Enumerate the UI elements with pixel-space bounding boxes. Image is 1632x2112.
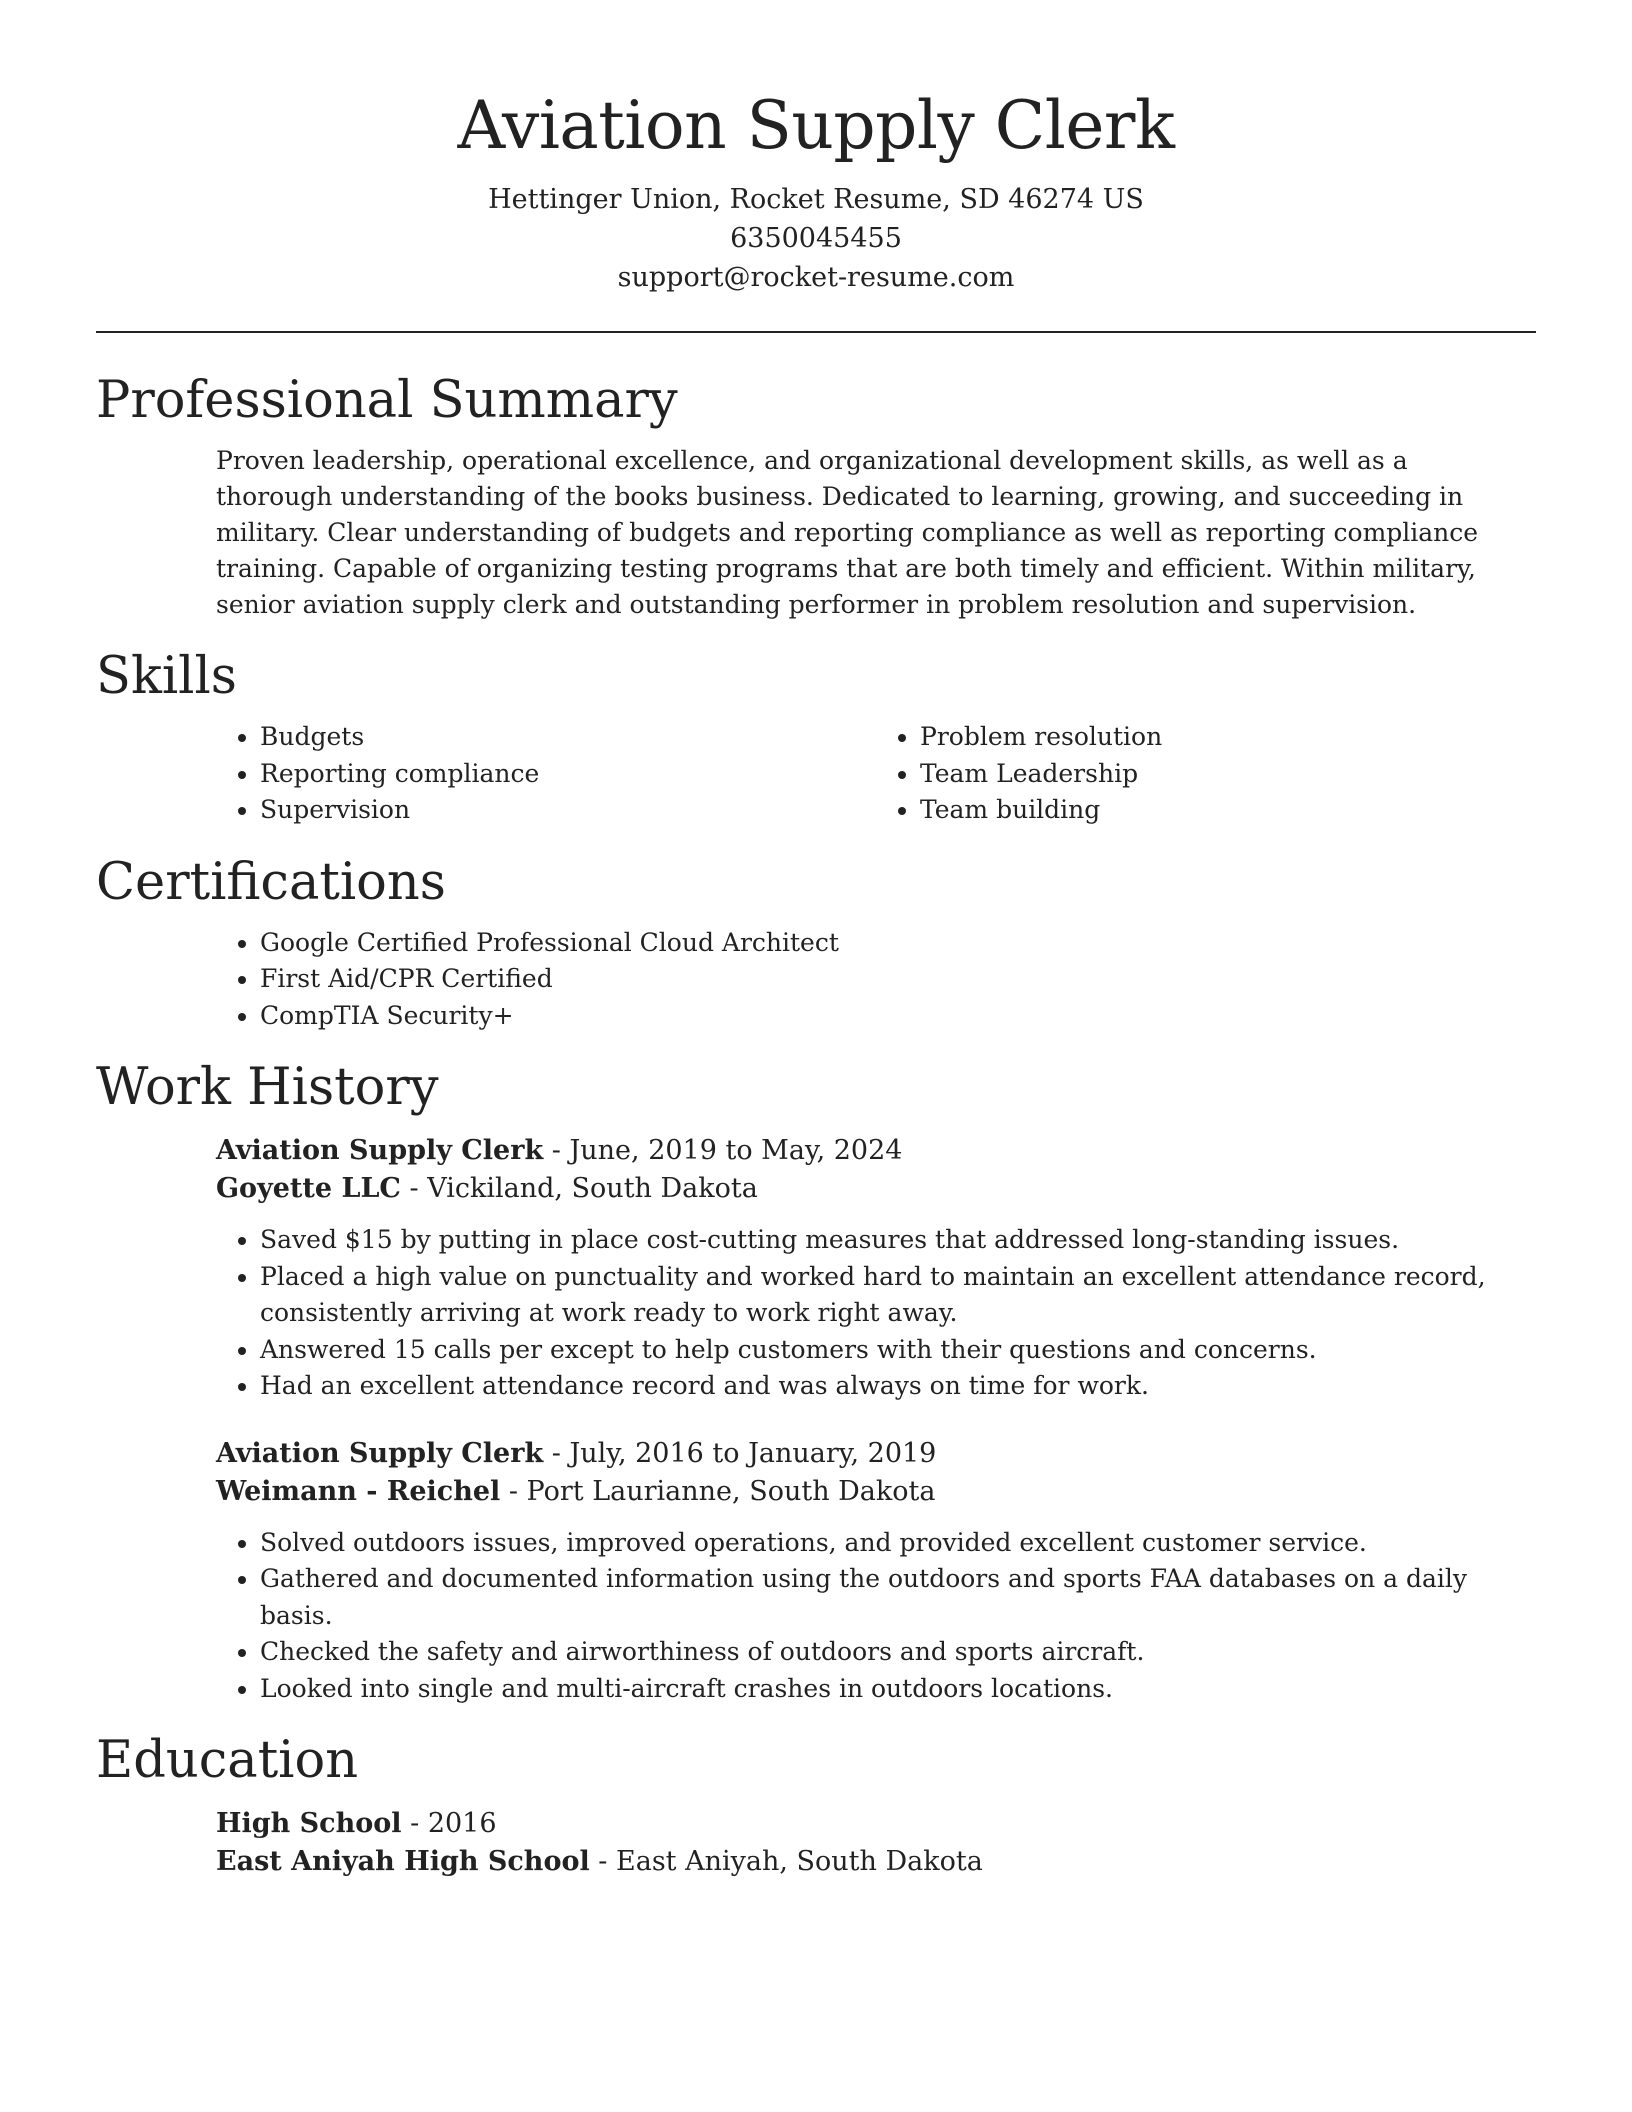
job-company: Goyette LLC — [216, 1173, 401, 1204]
summary-text: Proven leadership, operational excellence, and organizational development skills, as well as a thorough understanding of the books business. Dedicated to learning, growing, and succeeding in military. Clear understanding of budgets and reporting compliance as well as reporting compliance training. Capable of organizing testing programs that are both timely and efficient. Within military, senior aviation supply clerk and outstanding performer in problem resolution and supervision. — [216, 446, 1479, 619]
skills-list-right — [876, 719, 1536, 829]
job-dates: - July, 2016 to January, 2019 — [543, 1437, 937, 1469]
work-history-heading: Work History — [96, 1058, 439, 1117]
job-entry — [216, 1435, 1536, 1708]
contact-email: support@rocket-resume.com — [617, 262, 1015, 293]
job-title-line — [216, 1435, 1536, 1473]
job-company-line — [216, 1170, 1536, 1208]
skill-item: • Supervision — [260, 792, 876, 829]
education-year: - 2016 — [401, 1808, 497, 1839]
contact-phone: 6350045455 — [730, 223, 902, 254]
job-location: - Vickiland, South Dakota — [400, 1173, 758, 1204]
job-bullet: • Checked the safety and airworthiness of outdoors and sports aircraft. — [260, 1634, 1536, 1671]
job-company-line — [216, 1473, 1536, 1511]
job-bullets — [216, 1222, 1536, 1405]
skills-list-left — [216, 719, 876, 829]
job-role: Aviation Supply Clerk — [216, 1437, 544, 1469]
education-location: - East Aniyah, South Dakota — [589, 1846, 983, 1877]
resume-title: Aviation Supply Clerk — [457, 87, 1175, 164]
job-bullet: • Solved outdoors issues, improved operations, and provided excellent customer service. — [260, 1525, 1536, 1562]
education-degree: High School — [216, 1808, 402, 1839]
summary-heading: Professional Summary — [96, 371, 678, 430]
job-role: Aviation Supply Clerk — [216, 1135, 544, 1166]
job-title-line — [216, 1132, 1536, 1170]
skill-item: • Problem resolution — [920, 719, 1536, 756]
contact-address: Hettinger Union, Rocket Resume, SD 46274 US — [488, 184, 1144, 215]
certification-item: • First Aid/CPR Certified — [260, 961, 1536, 998]
job-bullet: • Gathered and documented information using the outdoors and sports FAA databases on a daily basis. — [260, 1561, 1536, 1634]
certification-item: • Google Certified Professional Cloud Architect — [260, 925, 1536, 962]
certifications-heading: Certifications — [96, 852, 446, 912]
job-bullet: • Looked into single and multi-aircraft crashes in outdoors locations. — [260, 1671, 1536, 1708]
job-bullets — [216, 1525, 1536, 1708]
job-bullet: • Had an excellent attendance record and was always on time for work. — [260, 1368, 1536, 1405]
skills-heading: Skills — [96, 647, 237, 706]
certifications-list — [216, 925, 1536, 1035]
education-entry — [216, 1805, 1536, 1881]
job-entry — [216, 1132, 1536, 1405]
contact-block — [96, 180, 1536, 297]
skills-grid — [216, 719, 1536, 829]
skill-item: • Team Leadership — [920, 756, 1536, 793]
header-divider — [96, 331, 1536, 333]
skill-item: • Reporting compliance — [260, 756, 876, 793]
skill-item: • Budgets — [260, 719, 876, 756]
certifications-block — [216, 925, 1536, 1035]
education-school: East Aniyah High School — [216, 1846, 590, 1877]
job-company: Weimann - Reichel — [216, 1475, 501, 1507]
job-location: - Port Laurianne, South Dakota — [500, 1475, 936, 1507]
job-dates: - June, 2019 to May, 2024 — [543, 1135, 903, 1166]
certification-item: • CompTIA Security+ — [260, 998, 1536, 1035]
education-heading: Education — [96, 1731, 359, 1790]
education-school-line — [216, 1843, 1536, 1881]
job-bullet: • Saved $15 by putting in place cost-cutting measures that addressed long-standing issues. — [260, 1222, 1536, 1259]
skill-item: • Team building — [920, 792, 1536, 829]
job-bullet: • Answered 15 calls per except to help customers with their questions and concerns. — [260, 1332, 1536, 1369]
job-bullet: • Placed a high value on punctuality and worked hard to maintain an excellent attendance record, consistently arriving at work ready to work right away. — [260, 1259, 1536, 1332]
education-degree-line — [216, 1805, 1536, 1843]
